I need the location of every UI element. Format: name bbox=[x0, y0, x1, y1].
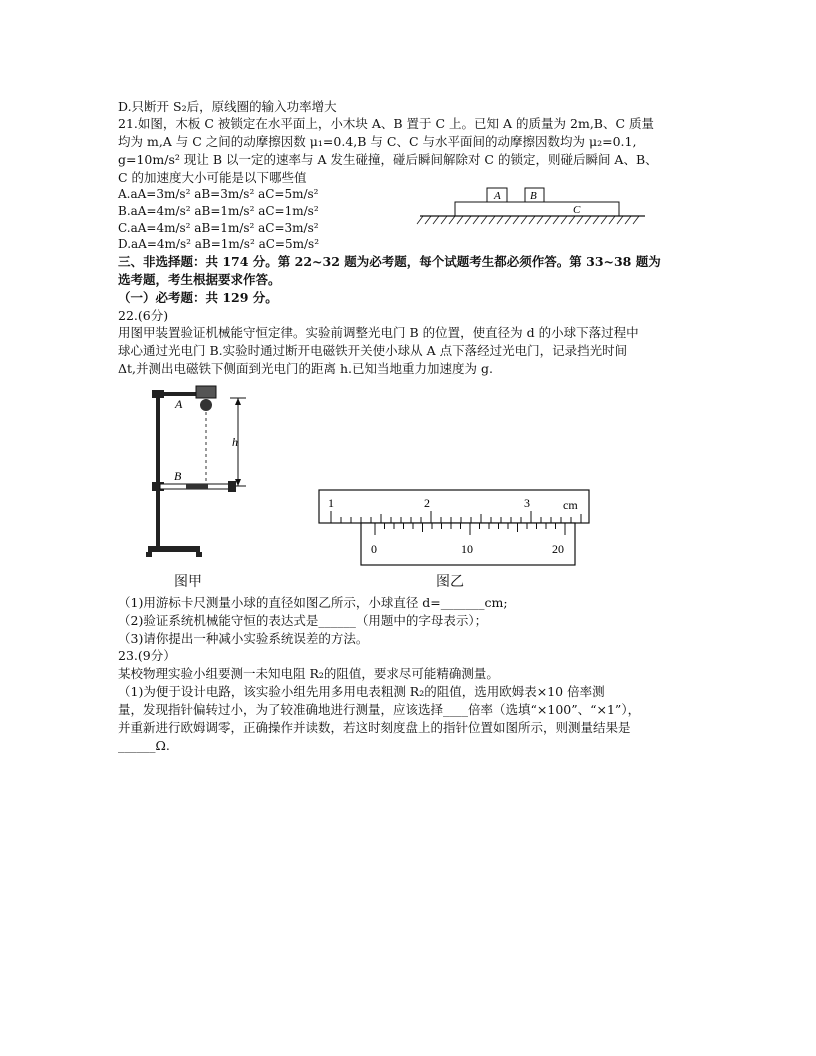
ground-hatch bbox=[513, 216, 519, 224]
figure-21-blocks bbox=[415, 183, 650, 228]
block-b-label: B bbox=[530, 190, 537, 202]
vernier-label-0: 0 bbox=[371, 542, 377, 556]
vernier-label-20: 20 bbox=[552, 542, 564, 556]
ground-hatch bbox=[449, 216, 455, 224]
ground-hatch bbox=[593, 216, 599, 224]
text-line: D.只断开 S₂后，原线圈的输入功率增大 bbox=[118, 99, 337, 114]
question-23-line-1: 某校物理实验小组要测一未知电阻 R₂的阻值，要求尽可能精确测量。 bbox=[118, 666, 499, 681]
stand-pole bbox=[156, 392, 160, 550]
block-a-label: A bbox=[494, 190, 501, 202]
main-label-3: 3 bbox=[524, 496, 530, 510]
point-a-label: A bbox=[175, 397, 183, 411]
option-d: D.aA=4m/s² aB=1m/s² aC=5m/s² bbox=[118, 237, 320, 251]
sub-question-1: （1)用游标卡尺测量小球的直径如图乙所示，小球直径 d=_______cm; bbox=[118, 595, 508, 610]
ground-hatch bbox=[633, 216, 639, 224]
ground-hatch bbox=[497, 216, 503, 224]
ground-hatch bbox=[417, 216, 423, 224]
question-21-line-2: 均为 m,A 与 C 之间的动摩擦因数 μ₁=0.4,B 与 C、C 与水平面间的动摩擦因数均为 μ₂=0.1, bbox=[118, 134, 637, 149]
ground-hatch bbox=[473, 216, 479, 224]
question-21-line-4: C 的加速度大小可能是以下哪些值 bbox=[118, 170, 307, 185]
ball bbox=[200, 399, 212, 411]
stand-base bbox=[148, 546, 200, 552]
unit-label: cm bbox=[563, 498, 578, 512]
ground-hatch bbox=[545, 216, 551, 224]
vernier-label-10: 10 bbox=[461, 542, 473, 556]
ground-hatch bbox=[425, 216, 431, 224]
question-23-line-5: ______Ω. bbox=[118, 738, 170, 753]
ground-hatch bbox=[601, 216, 607, 224]
ground-hatch bbox=[521, 216, 527, 224]
ground-hatch bbox=[617, 216, 623, 224]
question-22-line-3: Δt,并测出电磁铁下侧面到光电门的距离 h.已知当地重力加速度为 g. bbox=[118, 361, 493, 376]
point-b-label: B bbox=[174, 469, 182, 483]
sub-question-3: （3)请你提出一种减小实验系统误差的方法。 bbox=[118, 631, 369, 646]
ground-hatch bbox=[625, 216, 631, 224]
question-22-line-2: 球心通过光电门 B.实验时通过断开电磁铁开关使小球从 A 点下落经过光电门，记录挡光时间 bbox=[118, 343, 628, 358]
ground-hatch bbox=[577, 216, 583, 224]
option-b: B.aA=4m/s² aB=1m/s² aC=1m/s² bbox=[118, 204, 319, 218]
electromagnet bbox=[196, 386, 216, 398]
question-21-line-1: 21.如图，木板 C 被锁定在水平面上，小木块 A、B 置于 C 上。已知 A 的质量为 2m,B、C 质量 bbox=[118, 116, 655, 131]
board-c bbox=[455, 202, 619, 216]
required-section-heading: （一）必考题：共 129 分。 bbox=[118, 290, 278, 305]
question-23-line-3: 量，发现指针偏转过小，为了较准确地进行测量，应该选择____倍率（选填“×100”、“×1”）， bbox=[118, 702, 641, 717]
ground-hatch bbox=[489, 216, 495, 224]
section-3-heading-cont: 选考题，考生根据要求作答。 bbox=[118, 272, 281, 287]
question-23-header: 23.(9分） bbox=[118, 648, 176, 663]
question-22-line-1: 用图甲装置验证机械能守恒定律。实验前调整光电门 B 的位置，使直径为 d 的小球下落过程中 bbox=[118, 325, 639, 340]
figure-yi-caption: 图乙 bbox=[436, 574, 464, 590]
figure-jia-apparatus bbox=[130, 382, 260, 567]
ground-hatch bbox=[457, 216, 463, 224]
ground-hatch bbox=[465, 216, 471, 224]
ground-hatch bbox=[553, 216, 559, 224]
figure-jia-caption: 图甲 bbox=[174, 574, 202, 590]
ground-hatch bbox=[609, 216, 615, 224]
option-a: A.aA=3m/s² aB=3m/s² aC=5m/s² bbox=[118, 187, 319, 201]
main-label-1: 1 bbox=[328, 496, 334, 510]
figure-yi-vernier-caliper bbox=[315, 485, 593, 570]
main-label-2: 2 bbox=[424, 496, 430, 510]
option-c: C.aA=4m/s² aB=1m/s² aC=3m/s² bbox=[118, 221, 319, 235]
ground-hatch bbox=[561, 216, 567, 224]
board-c-label: C bbox=[573, 204, 581, 216]
ground-hatch bbox=[441, 216, 447, 224]
ground-hatch bbox=[481, 216, 487, 224]
ground-hatch bbox=[537, 216, 543, 224]
ground-hatch bbox=[433, 216, 439, 224]
main-scale bbox=[319, 490, 589, 523]
sub-question-2: （2)验证系统机械能守恒的表达式是______（用题中的字母表示）； bbox=[118, 613, 488, 628]
ground-hatch bbox=[585, 216, 591, 224]
section-3-heading: 三、非选择题：共 174 分。第 22~32 题为必考题，每个试题考生都必须作答。第 33~38 题为 bbox=[118, 254, 661, 269]
question-23-line-2: （1)为便于设计电路，该实验小组先用多用电表粗测 R₂的阻值，选用欧姆表×10 倍率测 bbox=[118, 684, 605, 699]
question-22-header: 22.(6分) bbox=[118, 308, 169, 323]
question-21-line-3: g=10m/s² 现让 B 以一定的速率与 A 发生碰撞，碰后瞬间解除对 C 的锁定，则碰后瞬间 A、B、 bbox=[118, 152, 658, 167]
ground-hatch bbox=[569, 216, 575, 224]
height-label: h bbox=[232, 435, 238, 449]
ground-hatch bbox=[505, 216, 511, 224]
ground-hatch bbox=[529, 216, 535, 224]
question-23-line-4: 并重新进行欧姆调零，正确操作并读数，若这时刻度盘上的指针位置如图所示，则测量结果是 bbox=[118, 720, 631, 735]
